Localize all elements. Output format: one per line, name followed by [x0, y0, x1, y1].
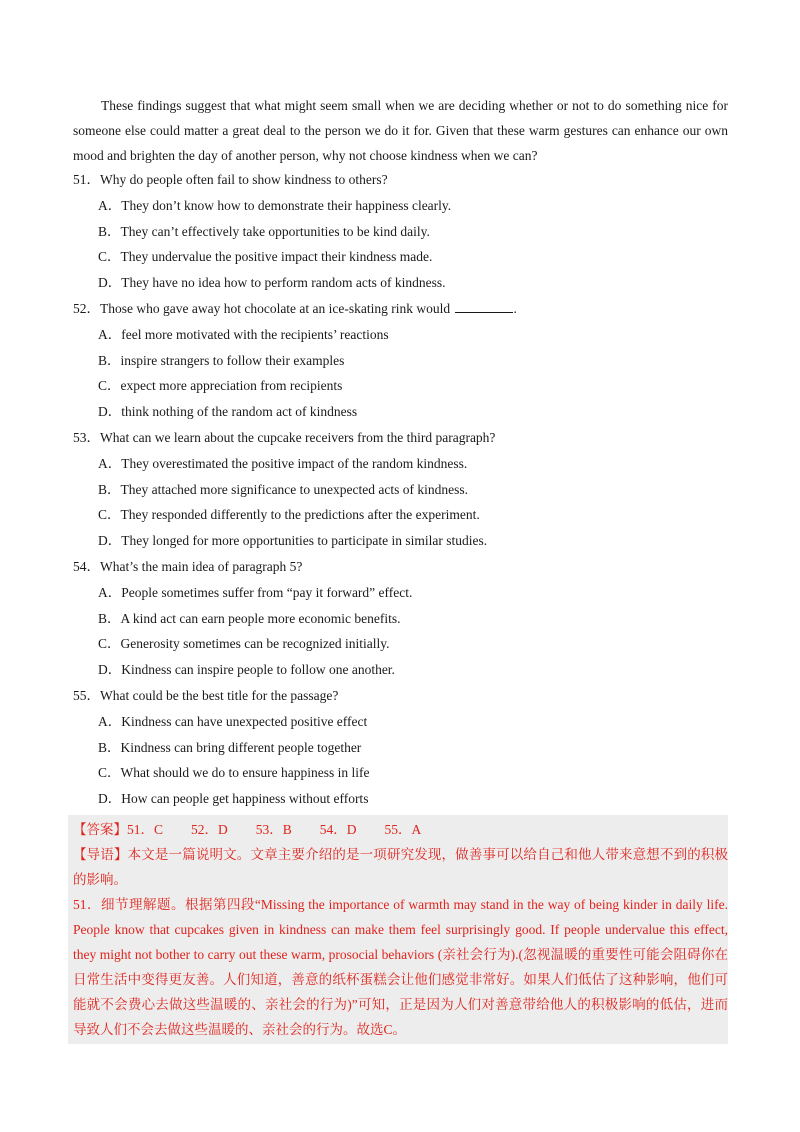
- option-b: B．A kind act can earn people more economic benefits.: [98, 610, 401, 626]
- option-c: C．expect more appreciation from recipients: [98, 378, 343, 394]
- option-c: C．What should we do to ensure happiness in life: [98, 765, 370, 781]
- answer-item: 55．A: [384, 822, 422, 837]
- option-b: B．inspire strangers to follow their examples: [98, 352, 345, 368]
- option-b: B．They attached more significance to unexpected acts of kindness.: [98, 481, 468, 497]
- question-stem: 55．What could be the best title for the passage?: [73, 687, 339, 703]
- question-55: [73, 683, 728, 812]
- option-d: D．Kindness can inspire people to follow one another.: [98, 662, 395, 678]
- question-stem: 54．What’s the main idea of paragraph 5?: [73, 558, 303, 574]
- option-c: C．They responded differently to the predictions after the experiment.: [98, 507, 480, 523]
- explanation-paragraph: 51．细节理解题。根据第四段“Missing the importance of warmth may stand in the way of being kinder in daily life. People know that cupcakes given in kindness can make them feel surprisingly good. If people undervalue this effect, they might not bother to carry out these warm, prosocial behaviors (亲社会行为).(忽视温暖的重要性可能会阻碍你在日常生活中变得更友善。人们知道，善意的纸杯蛋糕会让他们感觉非常好。如果人们低估了这种影响，他们可能就不会费心去做这些温暖的、亲社会的行为)”可知，正是因为人们对善意带给他人的积极影响的低估，进而导致人们不会去做这些温暖的、亲社会的行为。故选C。: [73, 897, 728, 1037]
- answer-item: 51．C: [127, 822, 164, 837]
- option-a: A．They overestimated the positive impact of the random kindness.: [98, 455, 468, 471]
- question-52: [73, 296, 728, 425]
- question-list: [73, 167, 728, 812]
- option-c: C．They undervalue the positive impact their kindness made.: [98, 249, 433, 265]
- option-b: B．They can’t effectively take opportunities to be kind daily.: [98, 223, 430, 239]
- question-stem-before: 52．Those who gave away hot chocolate at an ice-skating rink would: [73, 300, 451, 316]
- passage-text: These findings suggest that what might seem small when we are deciding whether or not to do something nice for someone else could matter a great deal to the person we do it for. Given that these warm gestures can enhance our own mood and brighten the day of another person, why not choose kindness when we can?: [73, 98, 728, 163]
- option-a: A．People sometimes suffer from “pay it forward” effect.: [98, 584, 413, 600]
- question-stem-after: .: [513, 300, 517, 316]
- question-54: [73, 554, 728, 683]
- guide-text: 本文是一篇说明文。文章主要介绍的是一项研究发现，做善事可以给自己和他人带来意想不到的积极的影响。: [73, 847, 729, 887]
- answer-blank: [455, 299, 513, 313]
- question-stem: [73, 296, 728, 322]
- guide-tag: 【导语】: [73, 847, 128, 862]
- option-d: D．They have no idea how to perform random acts of kindness.: [98, 275, 446, 291]
- passage-paragraph: [73, 93, 728, 168]
- question-stem: 51．Why do people often fail to show kindness to others?: [73, 172, 388, 187]
- option-b: B．Kindness can bring different people together: [98, 739, 362, 755]
- answer-tag: 【答案】: [73, 822, 127, 837]
- answer-key-line: [73, 817, 728, 842]
- option-a: A．Kindness can have unexpected positive effect: [98, 713, 368, 729]
- question-stem: 53．What can we learn about the cupcake receivers from the third paragraph?: [73, 429, 496, 445]
- answer-item: 53．B: [255, 822, 292, 837]
- answer-item: 52．D: [191, 822, 228, 837]
- guide-paragraph: [73, 842, 728, 892]
- option-a: A．They don’t know how to demonstrate their happiness clearly.: [98, 197, 452, 213]
- option-d: D．think nothing of the random act of kindness: [98, 404, 358, 420]
- option-a: A．feel more motivated with the recipients’ reactions: [98, 326, 389, 342]
- answer-section: [68, 815, 728, 1044]
- option-d: D．They longed for more opportunities to participate in similar studies.: [98, 533, 488, 549]
- option-c: C．Generosity sometimes can be recognized initially.: [98, 636, 390, 652]
- option-d: D．How can people get happiness without efforts: [98, 791, 369, 807]
- answer-item: 54．D: [319, 822, 357, 837]
- question-51: [73, 167, 728, 296]
- question-53: [73, 425, 728, 554]
